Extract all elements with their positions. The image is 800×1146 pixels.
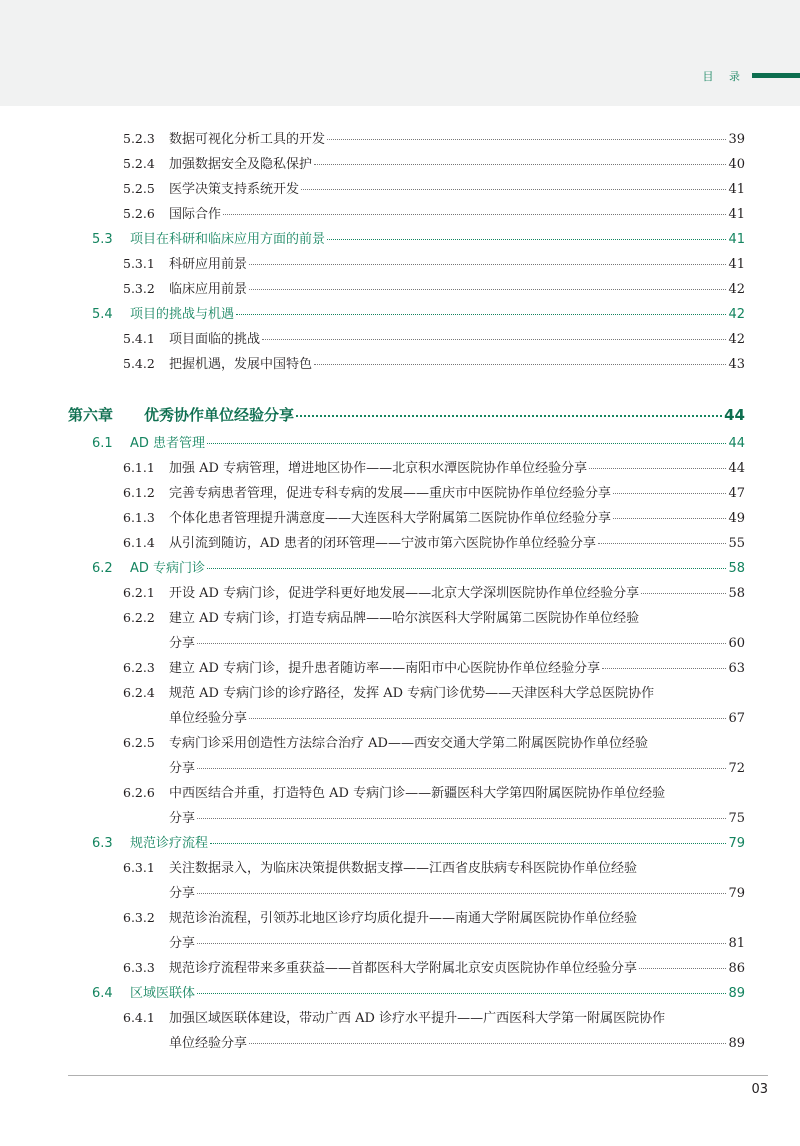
toc-entry-number: 6.4.1: [123, 1010, 155, 1025]
toc-entry[interactable]: [92, 982, 745, 1001]
toc-leader-dots: [327, 239, 726, 240]
toc-entry[interactable]: [123, 582, 745, 601]
toc-entry-title: AD 专病门诊: [130, 561, 206, 576]
toc-entry[interactable]: [123, 128, 745, 147]
toc-entry-number: 5.4.2: [123, 356, 155, 371]
toc-entry-title-continued: 分享: [169, 761, 196, 776]
toc-entry-continuation[interactable]: [169, 1032, 745, 1051]
toc-entry-page: 63: [728, 661, 745, 676]
toc-entry-number: 6.2.6: [123, 785, 155, 800]
toc-entry-number: 6.3.1: [123, 860, 155, 875]
footer-divider: [68, 1075, 768, 1076]
toc-leader-dots: [197, 893, 726, 894]
toc-entry-number: 6.2.2: [123, 610, 155, 625]
toc-entry[interactable]: [123, 328, 745, 347]
toc-entry-title: 项目在科研和临床应用方面的前景: [130, 232, 326, 247]
toc-entry[interactable]: [123, 203, 745, 222]
toc-entry-number: 6.2.3: [123, 660, 155, 675]
toc-leader-dots: [249, 264, 726, 265]
toc-entry-continuation[interactable]: [169, 932, 745, 951]
toc-entry-title: 临床应用前景: [169, 282, 248, 297]
toc-entry[interactable]: [123, 857, 637, 876]
toc-entry[interactable]: [123, 353, 745, 372]
toc-entry-title: 开设 AD 专病门诊，促进学科更好地发展——北京大学深圳医院协作单位经验分享: [169, 586, 640, 601]
toc-leader-dots: [301, 189, 726, 190]
toc-entry-number: 6.1.2: [123, 485, 155, 500]
toc-entry-title-continued: 单位经验分享: [169, 1036, 248, 1051]
toc-entry-number: 6.1.4: [123, 535, 155, 550]
toc-entry-page: 42: [728, 307, 745, 322]
toc-entry-title: 建立 AD 专病门诊，提升患者随访率——南阳市中心医院协作单位经验分享: [169, 661, 601, 676]
toc-entry[interactable]: [92, 303, 745, 322]
toc-entry-title-continued: 分享: [169, 936, 196, 951]
toc-entry-page: 41: [728, 182, 745, 197]
toc-entry-number: 6.3: [92, 836, 113, 851]
toc-entry-continuation[interactable]: [169, 632, 745, 651]
toc-leader-dots: [589, 468, 726, 469]
toc-entry-page: 43: [728, 357, 745, 372]
toc-entry-title: 从引流到随访，AD 患者的闭环管理——宁波市第六医院协作单位经验分享: [169, 536, 596, 551]
toc-entry-title-continued: 单位经验分享: [169, 711, 248, 726]
toc-entry[interactable]: [123, 607, 639, 626]
toc-entry-page: 58: [728, 586, 745, 601]
toc-entry-page: 79: [728, 836, 745, 851]
toc-entry-number: 5.2.6: [123, 206, 155, 221]
toc-entry-page: 40: [728, 157, 745, 172]
toc-entry-title: 规范诊治流程，引领苏北地区诊疗均质化提升——南通大学附属医院协作单位经验: [169, 911, 638, 926]
toc-entry-page: 58: [728, 561, 745, 576]
toc-entry[interactable]: [92, 228, 745, 247]
toc-entry-page: 67: [728, 711, 745, 726]
toc-leader-dots: [197, 993, 726, 994]
toc-entry[interactable]: [123, 507, 745, 526]
toc-entry-number: 5.4: [92, 307, 113, 322]
toc-entry-continuation[interactable]: [169, 757, 745, 776]
toc-entry-number: 5.3: [92, 232, 113, 247]
page-number: 03: [751, 1082, 768, 1097]
toc-entry-title: 加强区域医联体建设，带动广西 AD 诊疗水平提升——广西医科大学第一附属医院协作: [169, 1011, 666, 1026]
toc-leader-dots: [249, 289, 726, 290]
toc-leader-dots: [262, 339, 726, 340]
toc-entry-number: 6.3.2: [123, 910, 155, 925]
toc-entry-number: 5.3.1: [123, 256, 155, 271]
toc-leader-dots: [223, 214, 726, 215]
toc-entry-title-continued: 分享: [169, 636, 196, 651]
toc-entry-number: 6.4: [92, 986, 113, 1001]
toc-entry-page: 89: [728, 986, 745, 1001]
toc-leader-dots: [197, 643, 726, 644]
header-accent-bar: [752, 73, 800, 78]
toc-entry-page: 72: [728, 761, 745, 776]
toc-entry-number: 6.1: [92, 436, 113, 451]
toc-entry-page: 39: [728, 132, 745, 147]
toc-entry[interactable]: [123, 907, 637, 926]
toc-entry[interactable]: [92, 432, 745, 451]
toc-entry-continuation[interactable]: [169, 882, 745, 901]
toc-entry-page: 60: [728, 636, 745, 651]
toc-leader-dots: [314, 364, 726, 365]
toc-entry-title: 优秀协作单位经验分享: [144, 406, 295, 424]
toc-entry-page: 41: [728, 232, 745, 247]
toc-entry-page: 49: [728, 511, 745, 526]
toc-entry-number: 6.2.1: [123, 585, 155, 600]
toc-entry-title: 建立 AD 专病门诊，打造专病品牌——哈尔滨医科大学附属第二医院协作单位经验: [169, 611, 640, 626]
toc-entry-page: 44: [728, 461, 745, 476]
toc-entry[interactable]: [123, 482, 745, 501]
toc-entry[interactable]: [92, 557, 745, 576]
toc-entry[interactable]: [123, 782, 665, 801]
toc-entry[interactable]: [123, 153, 745, 172]
toc-entry-title: 医学决策支持系统开发: [169, 182, 300, 197]
toc-entry[interactable]: [123, 278, 745, 297]
toc-entry[interactable]: [123, 657, 745, 676]
toc-entry-page: 75: [728, 811, 745, 826]
toc-leader-dots: [207, 568, 726, 569]
toc-entry-number: 6.2: [92, 561, 113, 576]
toc-entry-page: 55: [728, 536, 745, 551]
toc-entry-continuation[interactable]: [169, 807, 745, 826]
toc-entry-page: 47: [728, 486, 745, 501]
toc-entry-number: 6.1.3: [123, 510, 155, 525]
toc-leader-dots: [639, 968, 726, 969]
page-header: [0, 0, 800, 106]
toc-entry-title-continued: 分享: [169, 811, 196, 826]
toc-entry-page: 86: [728, 961, 745, 976]
toc-leader-dots: [327, 139, 726, 140]
toc-entry-page: 81: [728, 936, 745, 951]
toc-entry-number: 6.3.3: [123, 960, 155, 975]
toc-entry-title: 规范诊疗流程带来多重获益——首都医科大学附属北京安贞医院协作单位经验分享: [169, 961, 638, 976]
toc-leader-dots: [197, 943, 726, 944]
toc-entry-title: 加强 AD 专病管理，增进地区协作——北京积水潭医院协作单位经验分享: [169, 461, 588, 476]
toc-leader-dots: [197, 818, 726, 819]
toc-entry-title: 科研应用前景: [169, 257, 248, 272]
toc-entry-title: 项目的挑战与机遇: [130, 307, 235, 322]
toc-entry-title: 项目面临的挑战: [169, 332, 261, 347]
toc-leader-dots: [296, 415, 722, 417]
toc-entry-number: 6.1.1: [123, 460, 155, 475]
toc-leader-dots: [641, 593, 726, 594]
toc-entry[interactable]: [123, 457, 745, 476]
toc-entry-title: 国际合作: [169, 207, 222, 222]
toc-entry-continuation[interactable]: [169, 707, 745, 726]
toc-entry-number: 5.2.3: [123, 131, 155, 146]
toc-leader-dots: [613, 518, 726, 519]
toc-entry-page: 89: [728, 1036, 745, 1051]
toc-leader-dots: [236, 314, 726, 315]
toc-entry-page: 79: [728, 886, 745, 901]
toc-entry[interactable]: [123, 532, 745, 551]
toc-leader-dots: [210, 843, 726, 844]
toc-entry[interactable]: [123, 732, 648, 751]
toc-entry-number: 5.2.4: [123, 156, 155, 171]
toc-entry-title: 专病门诊采用创造性方法综合治疗 AD——西安交通大学第二附属医院协作单位经验: [169, 736, 648, 751]
toc-entry-title: 中西医结合并重，打造特色 AD 专病门诊——新疆医科大学第四附属医院协作单位经验: [169, 786, 666, 801]
toc-entry-number: 第六章: [68, 406, 114, 424]
toc-leader-dots: [598, 543, 727, 544]
toc-entry[interactable]: [92, 832, 745, 851]
toc-entry-title: 完善专病患者管理，促进专科专病的发展——重庆市中医院协作单位经验分享: [169, 486, 612, 501]
toc-entry-number: 5.2.5: [123, 181, 155, 196]
toc-entry-page: 42: [728, 282, 745, 297]
toc-leader-dots: [249, 718, 726, 719]
toc-entry-page: 44: [728, 436, 745, 451]
toc-entry-title-continued: 分享: [169, 886, 196, 901]
toc-entry-title: 区域医联体: [130, 986, 196, 1001]
toc-entry[interactable]: [123, 1007, 665, 1026]
toc-entry-number: 6.2.4: [123, 685, 155, 700]
toc-entry-title: 把握机遇，发展中国特色: [169, 357, 313, 372]
toc-entry-title: 规范诊疗流程: [130, 836, 209, 851]
toc-entry[interactable]: [123, 957, 745, 976]
toc-leader-dots: [613, 493, 726, 494]
section-title: 目 录: [702, 70, 746, 83]
toc-entry-title: 加强数据安全及隐私保护: [169, 157, 313, 172]
toc-entry-title: 规范 AD 专病门诊的诊疗路径，发挥 AD 专病门诊优势——天津医科大学总医院协作: [169, 686, 655, 701]
toc-entry[interactable]: [68, 404, 745, 425]
toc-entry-number: 6.2.5: [123, 735, 155, 750]
toc-entry-page: 41: [728, 207, 745, 222]
toc-entry-number: 5.3.2: [123, 281, 155, 296]
toc-entry-page: 44: [724, 406, 745, 424]
toc-entry-title: 个体化患者管理提升满意度——大连医科大学附属第二医院协作单位经验分享: [169, 511, 612, 526]
toc-entry[interactable]: [123, 253, 745, 272]
toc-entry-title: AD 患者管理: [130, 436, 206, 451]
toc-leader-dots: [314, 164, 726, 165]
toc-entry-title: 关注数据录入，为临床决策提供数据支撑——江西省皮肤病专科医院协作单位经验: [169, 861, 638, 876]
toc-leader-dots: [207, 443, 726, 444]
toc-leader-dots: [602, 668, 726, 669]
toc-entry-number: 5.4.1: [123, 331, 155, 346]
toc-entry[interactable]: [123, 682, 654, 701]
toc-entry[interactable]: [123, 178, 745, 197]
toc-entry-page: 41: [728, 257, 745, 272]
toc-entry-page: 42: [728, 332, 745, 347]
toc-leader-dots: [249, 1043, 726, 1044]
toc-leader-dots: [197, 768, 726, 769]
toc-entry-title: 数据可视化分析工具的开发: [169, 132, 326, 147]
